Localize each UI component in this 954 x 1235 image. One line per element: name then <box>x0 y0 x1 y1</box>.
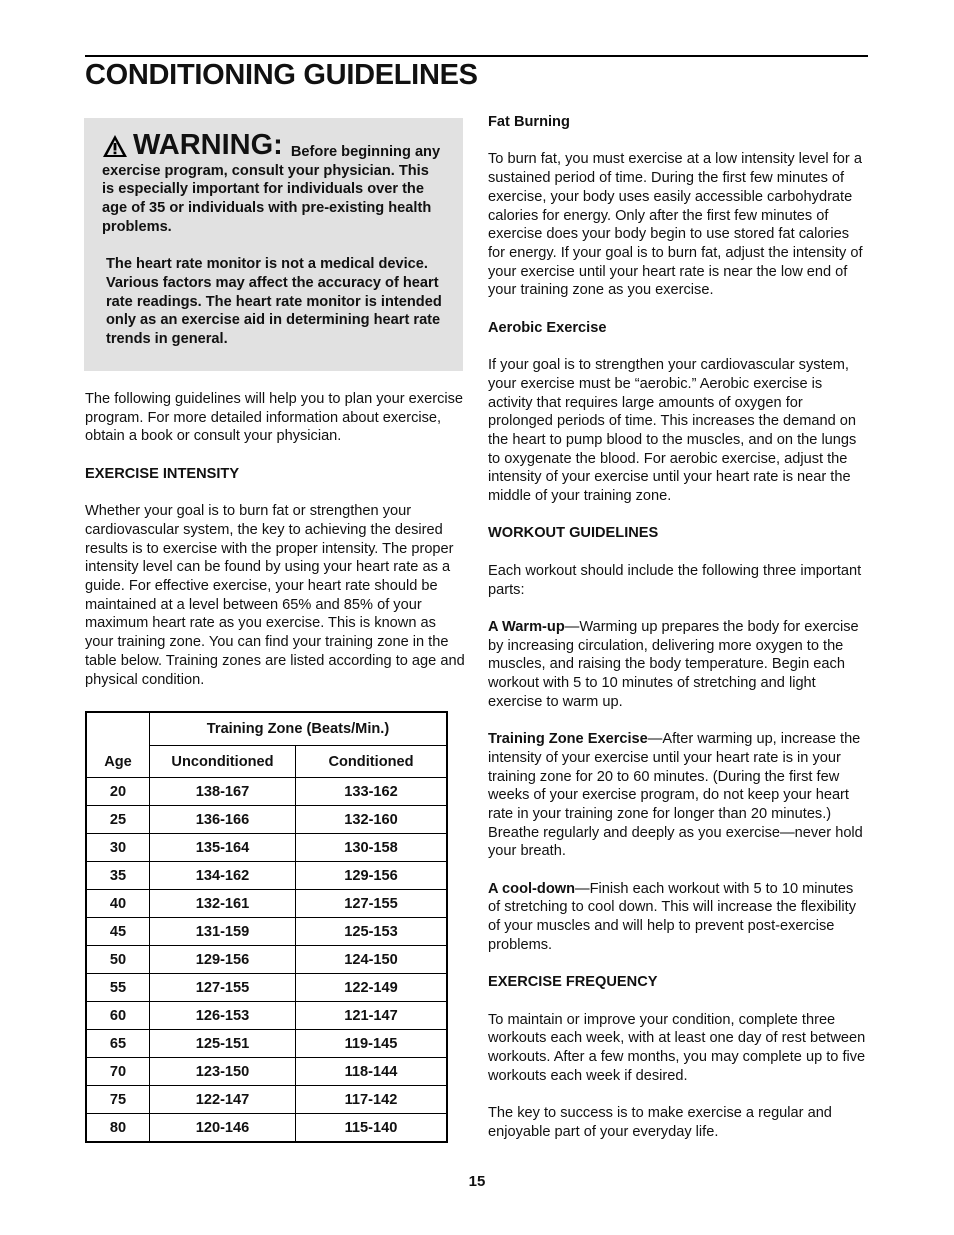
exercise-frequency-text: To maintain or improve your condition, complete three workouts each week, with at least one day of rest between workouts. After a few months, you may complete up to five workouts each week if desired. <box>488 1011 866 1084</box>
age-cell: 70 <box>86 1058 150 1086</box>
conditioned-cell: 133-162 <box>296 778 448 806</box>
training-zone-paragraph <box>488 730 868 861</box>
workout-guidelines-intro: Each workout should include the following three important parts: <box>488 562 862 598</box>
closing-text: The key to success is to make exercise a regular and enjoyable part of your everyday life. <box>488 1105 832 1140</box>
unconditioned-cell: 135-164 <box>150 834 296 862</box>
age-column-header: Age <box>86 712 150 778</box>
age-cell: 35 <box>86 862 150 890</box>
conditioned-cell: 115-140 <box>296 1114 448 1143</box>
conditioned-column-header: Conditioned <box>296 746 448 778</box>
unconditioned-cell: 134-162 <box>150 862 296 890</box>
cool-down-paragraph <box>488 880 868 955</box>
age-cell: 55 <box>86 974 150 1002</box>
table-row <box>86 890 447 918</box>
unconditioned-cell: 138-167 <box>150 778 296 806</box>
table-row <box>86 1114 447 1143</box>
warning-heading <box>102 131 283 159</box>
warning-box <box>84 118 463 371</box>
conditioned-cell: 127-155 <box>296 890 448 918</box>
unconditioned-cell: 127-155 <box>150 974 296 1002</box>
conditioned-cell: 118-144 <box>296 1058 448 1086</box>
unconditioned-cell: 126-153 <box>150 1002 296 1030</box>
page-number: 15 <box>468 1173 486 1190</box>
training-zone-text: —After warming up, increase the intensity of your exercise until your heart rate is in your training zone for 20 to 60 minutes. (During the first few weeks of your exercise program, do not keep your heart rate in your training zone for longer than 20 minutes.) Breathe regularly and deeply as you exercise—never hold your breath. <box>488 731 863 860</box>
conditioned-cell: 117-142 <box>296 1086 448 1114</box>
table-row <box>86 918 447 946</box>
workout-guidelines-heading: WORKOUT GUIDELINES <box>488 525 659 542</box>
warm-up-lead: A Warm-up <box>488 618 565 635</box>
unconditioned-column-header: Unconditioned <box>150 746 296 778</box>
training-zone-lead: Training Zone Exercise <box>488 731 648 748</box>
conditioned-cell: 124-150 <box>296 946 448 974</box>
aerobic-exercise-heading: Aerobic Exercise <box>488 319 607 336</box>
conditioned-cell: 132-160 <box>296 806 448 834</box>
warning-intro-text: Before beginning any exercise program, consult your physician. This is especially important for individuals over the age of 35 or individuals with pre-existing health problems. <box>102 144 441 235</box>
fat-burning-heading: Fat Burning <box>488 114 570 130</box>
age-cell: 30 <box>86 834 150 862</box>
cool-down-lead: A cool-down <box>488 880 576 897</box>
conditioned-cell: 119-145 <box>296 1030 448 1058</box>
table-row <box>86 834 447 862</box>
table-row <box>86 1058 447 1086</box>
age-cell: 20 <box>86 778 150 806</box>
unconditioned-cell: 120-146 <box>150 1114 296 1143</box>
aerobic-exercise-text: If your goal is to strengthen your cardiovascular system, your exercise must be “aerobic.” Aerobic exercise is activity that requires large amounts of oxygen for prolonged periods of time. This increases the demand on the heart to pump blood to the muscles, and on the lungs to oxygenate the blood. For aerobic exercise, adjust the intensity of your exercise until your heart rate is near the middle of your training zone. <box>488 357 857 505</box>
warning-intro-paragraph <box>102 131 445 237</box>
table-row <box>86 1086 447 1114</box>
top-rule <box>85 55 868 57</box>
age-cell: 45 <box>86 918 150 946</box>
age-cell: 75 <box>86 1086 150 1114</box>
table-row <box>86 806 447 834</box>
cool-down-text: —Finish each workout with 5 to 10 minutes of stretching to cool down. This will increase the flexibility of your muscles and will help to prevent post-exercise problems. <box>488 880 856 953</box>
table-row <box>86 778 447 806</box>
warm-up-text: —Warming up prepares the body for exercise by increasing circulation, delivering more oxygen to the muscles, and raising the body temperature. Begin each workout with 5 to 10 minutes of stretching and light exercise to warm up. <box>488 618 859 710</box>
warning-label: WARNING: <box>133 129 283 161</box>
unconditioned-cell: 123-150 <box>150 1058 296 1086</box>
training-zone-table <box>85 711 448 1143</box>
unconditioned-cell: 125-151 <box>150 1030 296 1058</box>
table-row <box>86 1002 447 1030</box>
table-row <box>86 946 447 974</box>
training-zone-header: Training Zone (Beats/Min.) <box>150 712 448 746</box>
warning-monitor-text: The heart rate monitor is not a medical device. Various factors may affect the accuracy of heart rate readings. The heart rate monitor is intended only as an exercise aid in determining heart rate trends in general. <box>106 256 442 348</box>
training-zone-rows <box>86 778 447 1143</box>
warning-triangle-icon <box>102 134 128 158</box>
unconditioned-cell: 129-156 <box>150 946 296 974</box>
exercise-frequency-heading: EXERCISE FREQUENCY <box>488 974 658 991</box>
conditioned-cell: 130-158 <box>296 834 448 862</box>
guidelines-intro: The following guidelines will help you to plan your exercise program. For more detailed information about exercise, obtain a book or consult your physician. <box>85 391 464 445</box>
warm-up-paragraph <box>488 618 868 712</box>
fat-burning-text: To burn fat, you must exercise at a low intensity level for a sustained period of time. During the first few minutes of exercise, your body uses easily accessible carbohydrate calories for energy. Only after the first few minutes of exercise does your body begin to use stored fat calories for energy. If your goal is to burn fat, adjust the intensity of your exercise until your heart rate is near the low end of your training zone as you exercise. <box>488 151 863 299</box>
age-cell: 25 <box>86 806 150 834</box>
conditioned-cell: 129-156 <box>296 862 448 890</box>
table-row <box>86 862 447 890</box>
age-cell: 80 <box>86 1114 150 1143</box>
table-row <box>86 1030 447 1058</box>
unconditioned-cell: 131-159 <box>150 918 296 946</box>
unconditioned-cell: 132-161 <box>150 890 296 918</box>
age-cell: 65 <box>86 1030 150 1058</box>
age-cell: 60 <box>86 1002 150 1030</box>
table-row <box>86 974 447 1002</box>
exercise-intensity-heading: EXERCISE INTENSITY <box>85 465 240 482</box>
unconditioned-cell: 122-147 <box>150 1086 296 1114</box>
unconditioned-cell: 136-166 <box>150 806 296 834</box>
exercise-intensity-text: Whether your goal is to burn fat or strengthen your cardiovascular system, the key to achieving the desired results is to exercise with the proper intensity. The proper intensity level can be found by using your heart rate as a guide. For effective exercise, your heart rate should be maintained at a level between 65% and 85% of your maximum heart rate as you exercise. This is known as your training zone. You can find your training zone in the table below. Training zones are listed according to age and physical condition. <box>85 503 465 688</box>
age-cell: 50 <box>86 946 150 974</box>
conditioned-cell: 125-153 <box>296 918 448 946</box>
page-title: CONDITIONING GUIDELINES <box>85 59 478 91</box>
age-cell: 40 <box>86 890 150 918</box>
conditioned-cell: 121-147 <box>296 1002 448 1030</box>
left-column <box>85 390 465 708</box>
right-column <box>488 113 868 1160</box>
conditioned-cell: 122-149 <box>296 974 448 1002</box>
